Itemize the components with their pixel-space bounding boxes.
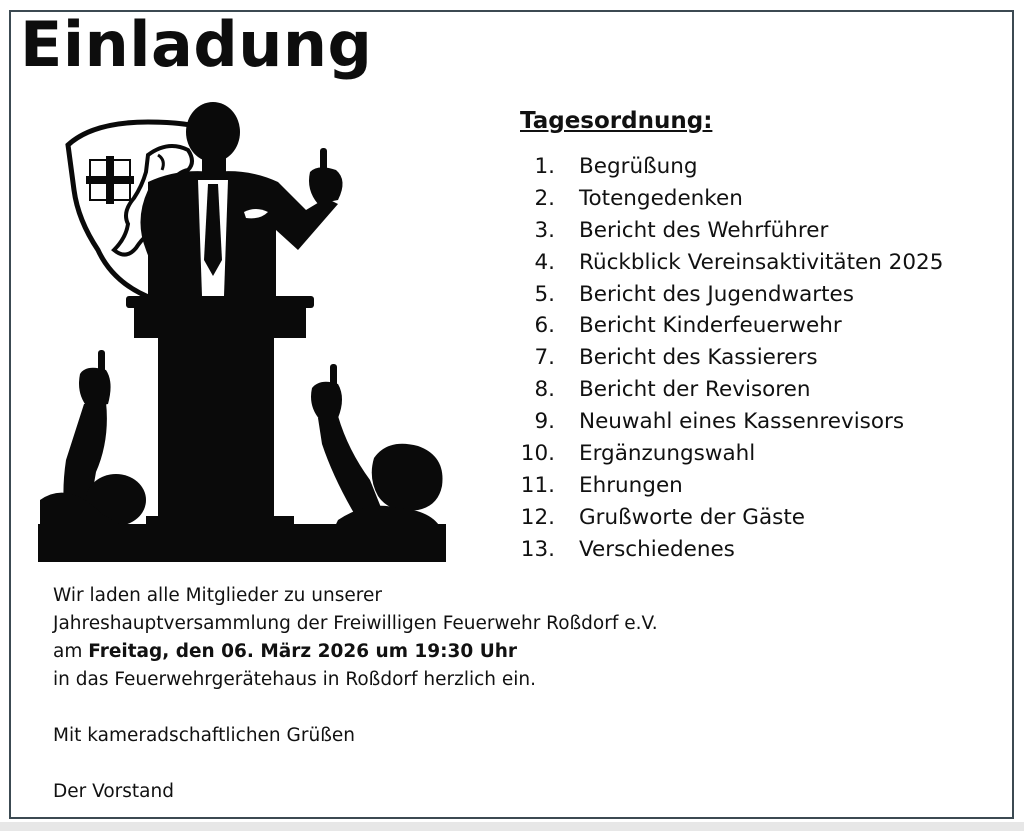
invitation-line: Jahreshauptversammlung der Freiwilligen Feuerwehr Roßdorf e.V. (53, 613, 658, 634)
agenda-item-text: Bericht Kinderfeuerwehr (579, 313, 842, 339)
invitation-line: in das Feuerwehrgerätehaus in Roßdorf herzlich ein. (53, 669, 537, 690)
agenda-item-text: Verschiedenes (579, 536, 735, 562)
agenda-item (515, 406, 943, 438)
speaker-at-podium-silhouette-icon (38, 100, 448, 562)
invitation-date: Freitag, den 06. März 2026 um 19:30 Uhr (88, 641, 518, 662)
agenda-list (515, 151, 943, 566)
page-title: Einladung (20, 8, 373, 81)
agenda-item-text: Bericht der Revisoren (579, 377, 811, 403)
agenda-item (515, 183, 943, 215)
agenda-item-text: Begrüßung (579, 154, 698, 179)
agenda-item-number: 7. (534, 345, 555, 371)
signature: Der Vorstand (53, 781, 174, 802)
agenda-item (515, 374, 943, 406)
agenda-item-number: 11. (520, 472, 555, 498)
agenda-item-number: 13. (520, 536, 555, 562)
invitation-text (53, 582, 658, 806)
agenda-item-number: 2. (534, 185, 555, 211)
invitation-date-line (53, 638, 658, 666)
agenda-item-text: Totengedenken (579, 185, 743, 211)
agenda-item (515, 279, 943, 311)
agenda-item-number: 5. (534, 281, 555, 307)
agenda-item (515, 502, 943, 534)
invitation-line: Wir laden alle Mitglieder zu unserer (53, 585, 382, 606)
agenda-item-text: Ehrungen (579, 472, 683, 498)
invitation-date-prefix: am (53, 641, 89, 662)
podium (126, 296, 314, 528)
agenda-item (515, 310, 943, 342)
agenda-item (515, 534, 943, 566)
agenda-item-number: 4. (534, 249, 555, 275)
agenda-item-number: 12. (520, 504, 555, 530)
agenda-item-text: Bericht des Kassierers (579, 345, 818, 371)
agenda-heading: Tagesordnung: (520, 108, 713, 134)
agenda-item-text: Bericht des Wehrführer (579, 217, 829, 243)
agenda-item-number: 9. (534, 409, 555, 435)
agenda-item-text: Grußworte der Gäste (579, 504, 805, 530)
agenda-item-text: Bericht des Jugendwartes (579, 281, 854, 307)
agenda-item (515, 247, 943, 279)
agenda-item-text: Ergänzungswahl (579, 441, 756, 467)
agenda-item-text: Rückblick Vereinsaktivitäten 2025 (579, 249, 944, 275)
agenda-item (515, 151, 943, 183)
agenda-item (515, 470, 943, 502)
agenda-item (515, 438, 943, 470)
agenda-item-number: 8. (534, 377, 555, 403)
agenda-item (515, 215, 943, 247)
closing-greeting: Mit kameradschaftlichen Grüßen (53, 725, 355, 746)
agenda-item-number: 6. (534, 313, 555, 339)
agenda-item (515, 342, 943, 374)
agenda-item-number: 10. (520, 441, 555, 467)
agenda-item-number: 3. (534, 217, 555, 243)
agenda-item-number: 1. (534, 154, 555, 179)
agenda-item-text: Neuwahl eines Kassenrevisors (579, 409, 905, 435)
bottom-margin (0, 822, 1024, 831)
